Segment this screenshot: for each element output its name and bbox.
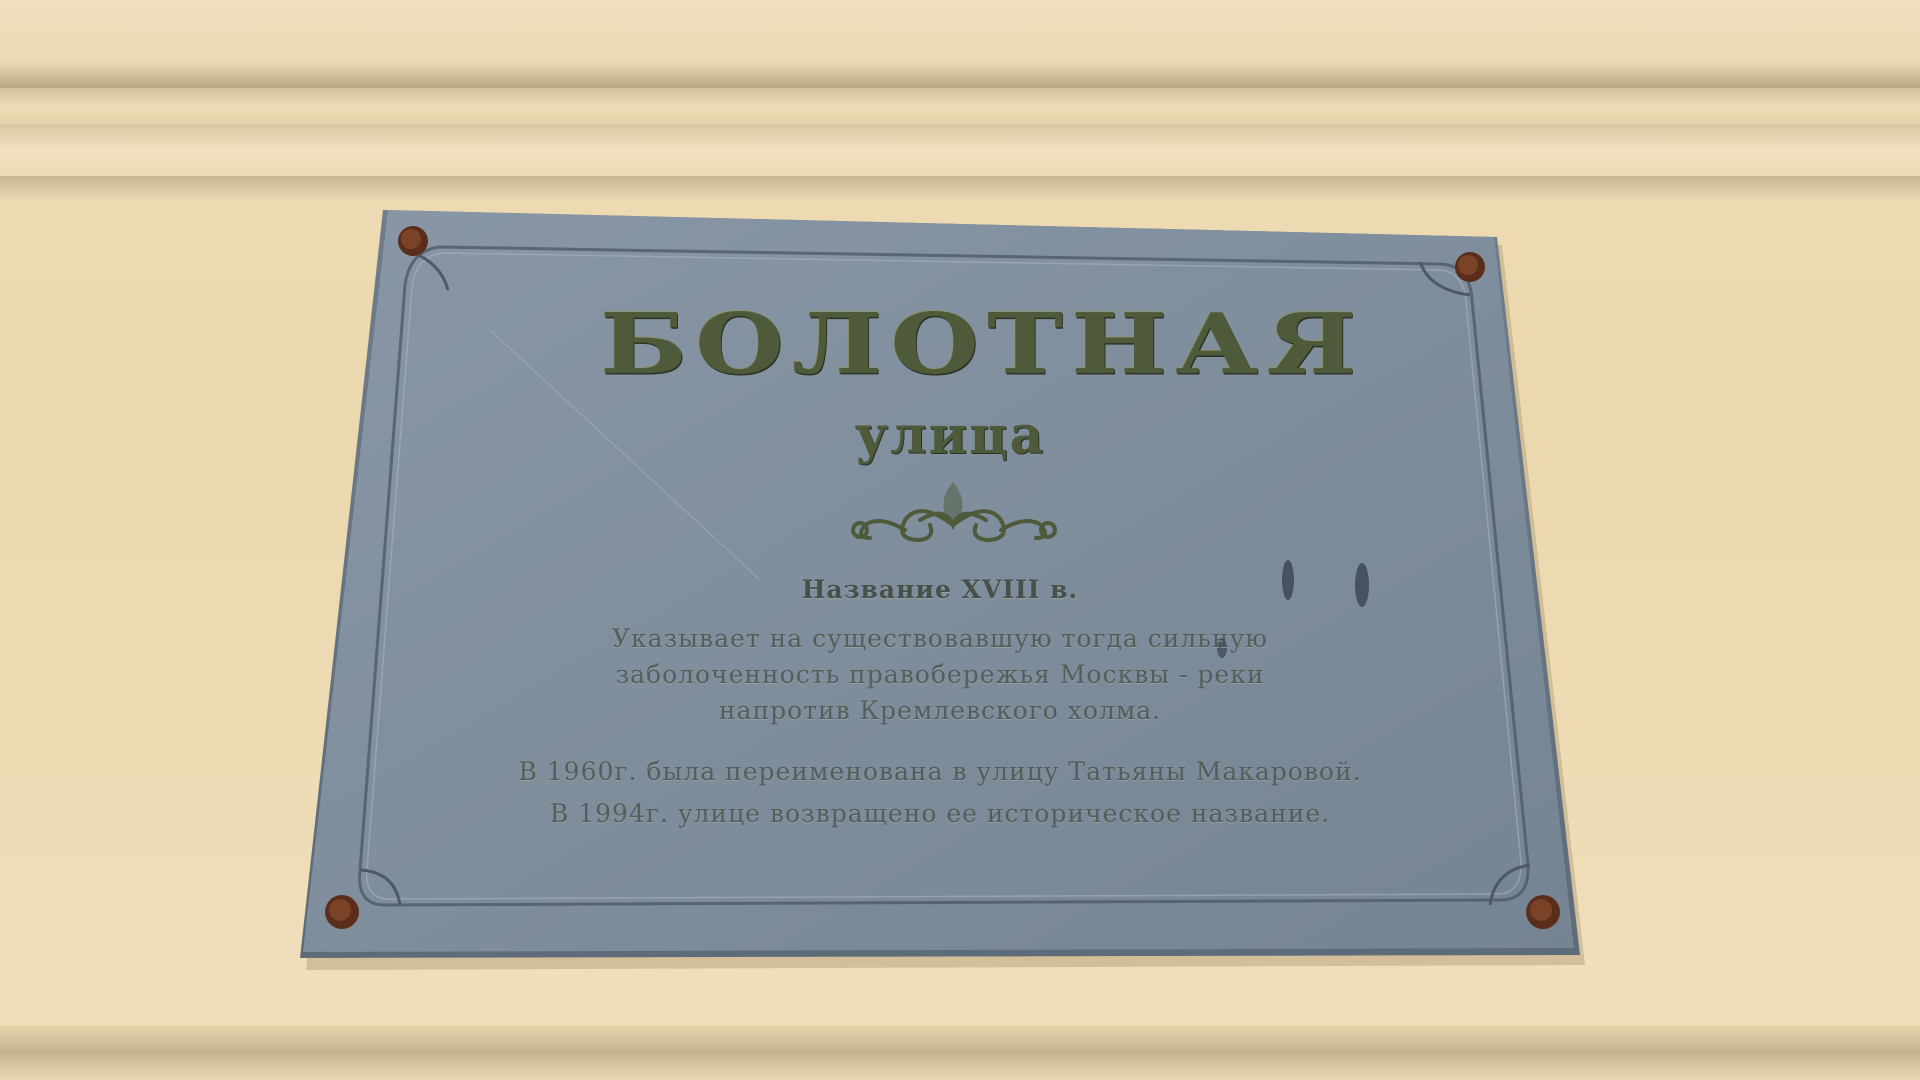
history-line: напротив Кремлевского холма. <box>718 696 1162 725</box>
bolt-top-left <box>398 226 428 256</box>
history-line: Указывает на существовавшую тогда сильную <box>611 624 1269 653</box>
bolt-bottom-left <box>325 895 359 929</box>
bolt-top-right <box>1455 252 1485 282</box>
street-name-title: БОЛОТНАЯ <box>600 295 1365 394</box>
street-type-subtitle: улица <box>854 405 1046 466</box>
history-line: Название XVIII в. <box>801 575 1079 604</box>
history-line: В 1994г. улице возвращено ее историческое название. <box>549 799 1331 828</box>
bolt-bottom-right <box>1526 895 1560 929</box>
history-line: В 1960г. была переименована в улицу Татьяны Макаровой. <box>518 757 1362 786</box>
history-line: заболоченность правобережья Москвы - реки <box>615 660 1265 689</box>
